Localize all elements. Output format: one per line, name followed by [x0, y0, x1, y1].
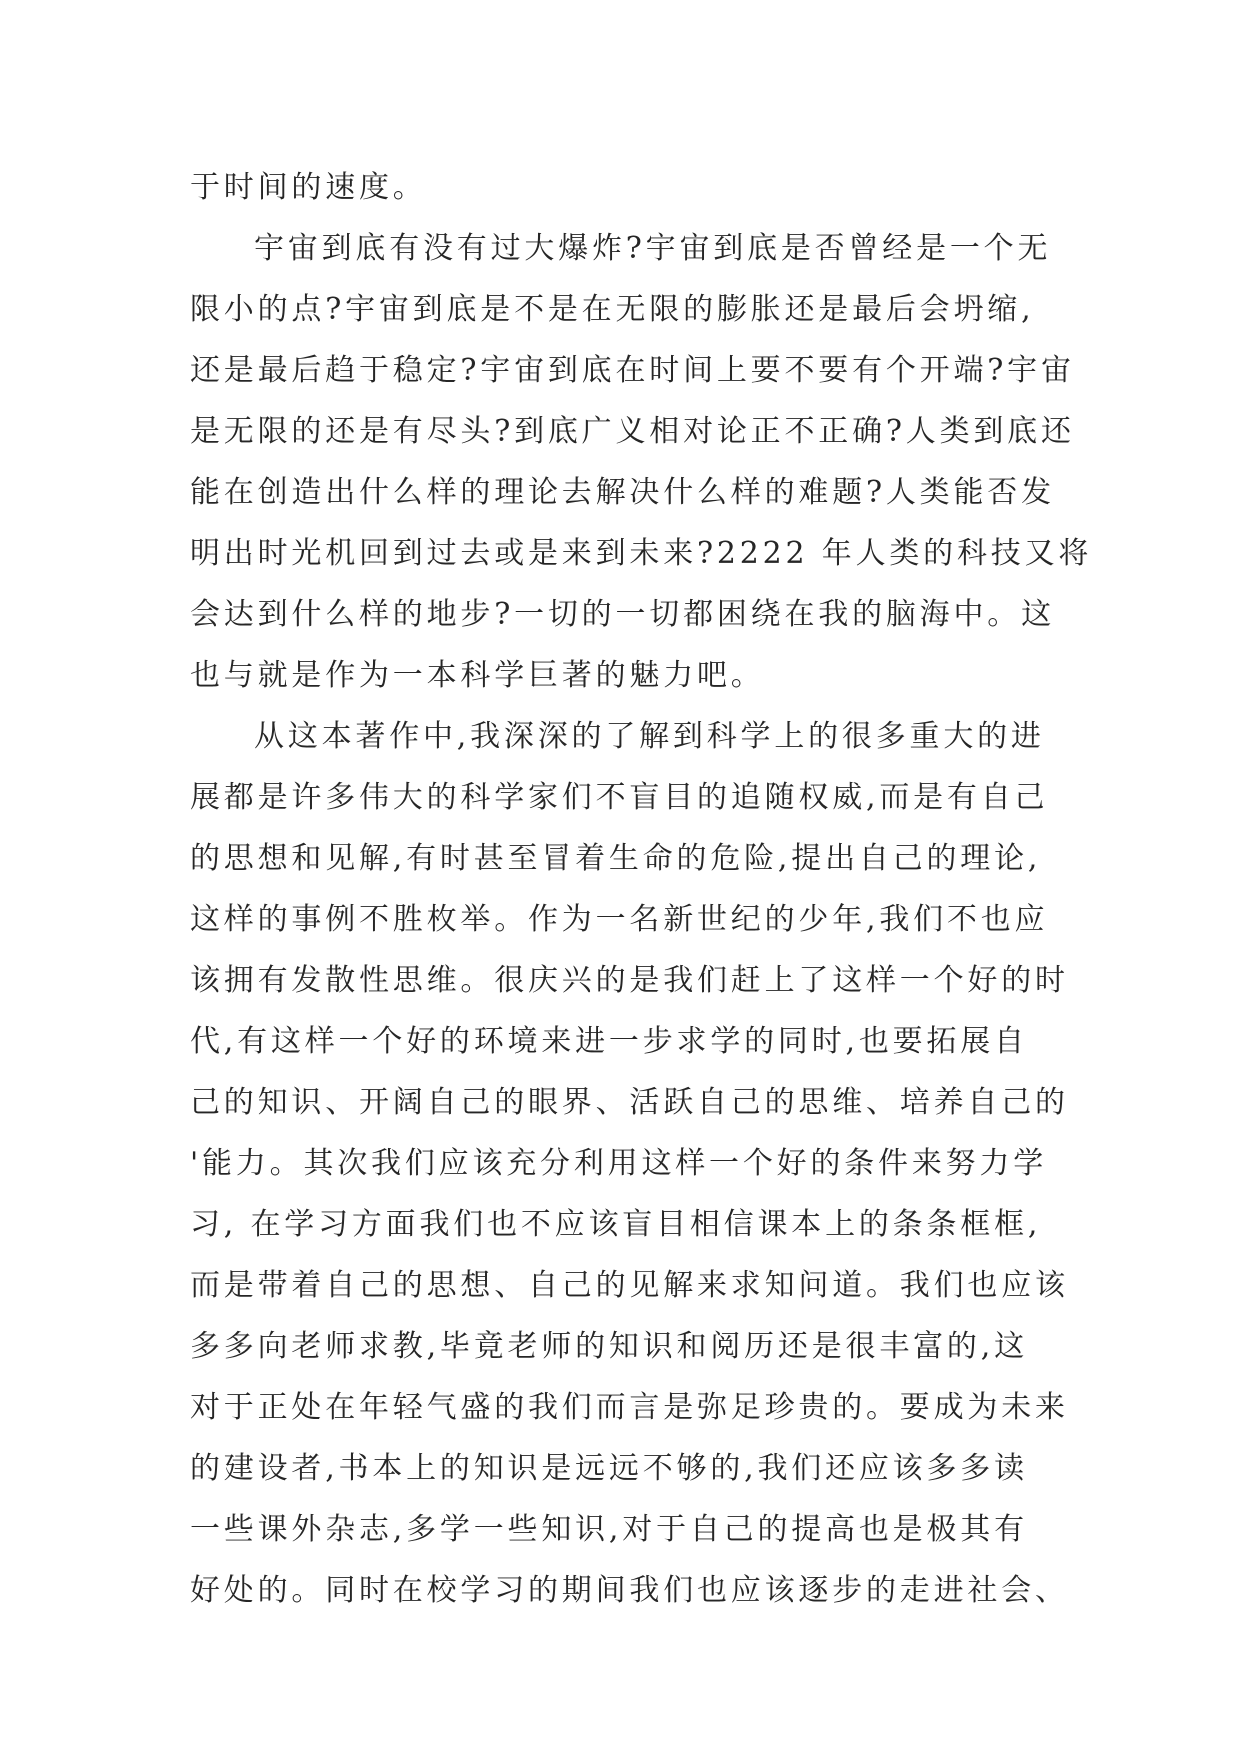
text-line: 代,有这样一个好的环境来进一步求学的同时,也要拓展自: [190, 1024, 1028, 1059]
text-line: 一些课外杂志,多学一些知识,对于自己的提高也是极其有: [190, 1512, 1028, 1547]
text-line: 限小的点?宇宙到底是不是在无限的膨胀还是最后会坍缩,: [190, 292, 1035, 327]
body-text: [190, 157, 1093, 1621]
text-line: 己的知识、开阔自己的眼界、活跃自己的思维、培养自己的: [190, 1085, 1069, 1120]
text-line: 于时间的速度。: [190, 170, 427, 205]
text-line: 该拥有发散性思维。很庆兴的是我们赶上了这样一个好的时: [190, 963, 1069, 998]
text-line: 这样的事例不胜枚举。作为一名新世纪的少年,我们不也应: [190, 902, 1049, 937]
text-line: '能力。其次我们应该充分利用这样一个好的条件来努力学: [190, 1146, 1048, 1181]
text-line: 展都是许多伟大的科学家们不盲目的追随权威,而是有自己: [190, 780, 1049, 815]
text-line: 能在创造出什么样的理论去解决什么样的难题?人类能否发: [190, 475, 1055, 510]
paragraph-first-line: 从这本著作中,我深深的了解到科学上的很多重大的进: [254, 719, 1045, 754]
text-line: 的建设者,书本上的知识是远远不够的,我们还应该多多读: [190, 1451, 1028, 1486]
text-line: 对于正处在年轻气盛的我们而言是弥足珍贵的。要成为未来: [190, 1390, 1069, 1425]
text-line: 也与就是作为一本科学巨著的魅力吧。: [190, 658, 765, 693]
text-line: 还是最后趋于稳定?宇宙到底在时间上要不要有个开端?宇宙: [190, 353, 1075, 388]
text-line: 是无限的还是有尽头?到底广义相对论正不正确?人类到底还: [190, 414, 1075, 449]
text-line: 好处的。同时在校学习的期间我们也应该逐步的走进社会、: [190, 1573, 1069, 1608]
text-line: 而是带着自己的思想、自己的见解来求知问道。我们也应该: [190, 1268, 1069, 1303]
text-line: 习, 在学习方面我们也不应该盲目相信课本上的条条框框,: [190, 1207, 1042, 1242]
text-line: 多多向老师求教,毕竟老师的知识和阅历还是很丰富的,这: [190, 1329, 1028, 1364]
text-line: 会达到什么样的地步?一切的一切都困绕在我的脑海中。这: [190, 597, 1055, 632]
text-line: 的思想和见解,有时甚至冒着生命的危险,提出自己的理论,: [190, 841, 1042, 876]
text-line: 明出时光机回到过去或是来到未来?2222 年人类的科技又将: [190, 536, 1093, 571]
paragraph-first-line: 宇宙到底有没有过大爆炸?宇宙到底是否曾经是一个无: [254, 231, 1052, 266]
